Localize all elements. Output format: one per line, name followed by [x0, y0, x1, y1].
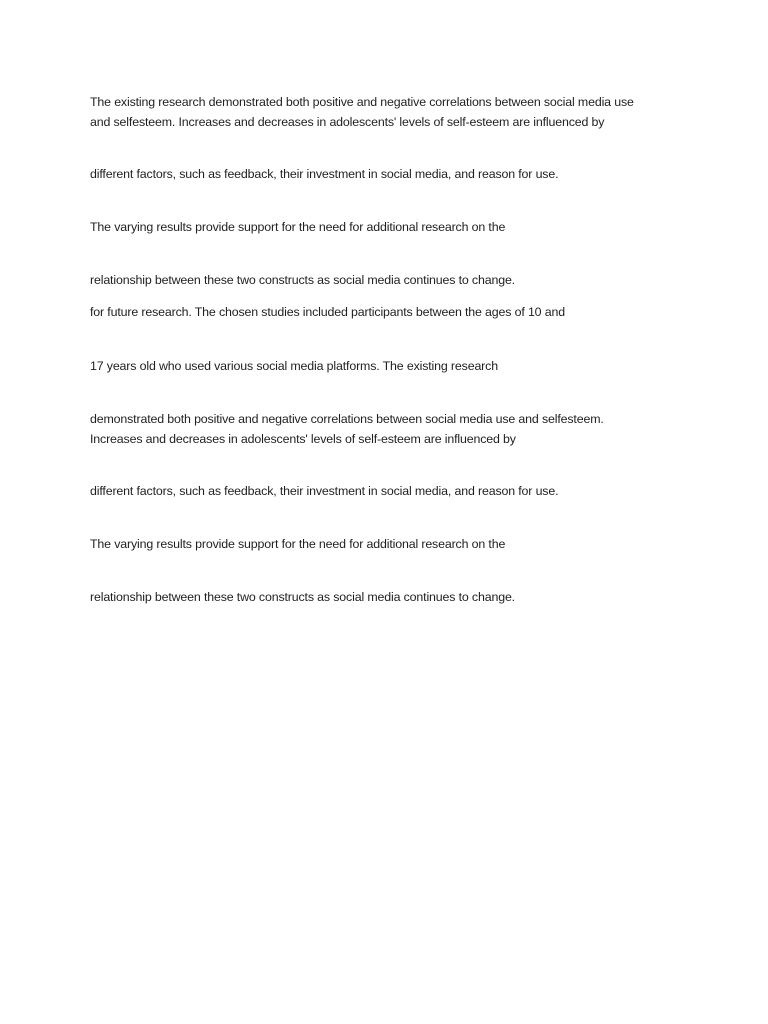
text-line-12: relationship between these two constructs as social media continues to change.	[90, 590, 515, 604]
text-line-4: The varying results provide support for the need for additional research on the	[90, 220, 506, 234]
text-line-3: different factors, such as feedback, their investment in social media, and reason for use.	[90, 167, 559, 181]
text-line-6: for future research. The chosen studies included participants between the ages of 10 and	[90, 305, 565, 319]
text-line-11: The varying results provide support for the need for additional research on the	[90, 537, 506, 551]
text-line-8: demonstrated both positive and negative correlations between social media use and selfesteem.	[90, 412, 604, 426]
text-line-10: different factors, such as feedback, their investment in social media, and reason for use.	[90, 484, 559, 498]
text-line-9: Increases and decreases in adolescents' levels of self-esteem are influenced by	[90, 432, 516, 446]
text-line-2: and selfesteem. Increases and decreases in adolescents' levels of self-esteem are influenced by	[90, 115, 605, 129]
text-line-5: relationship between these two constructs as social media continues to change.	[90, 273, 515, 287]
text-line-7: 17 years old who used various social media platforms. The existing research	[90, 359, 498, 373]
text-line-1: The existing research demonstrated both positive and negative correlations between social media use	[90, 95, 634, 109]
